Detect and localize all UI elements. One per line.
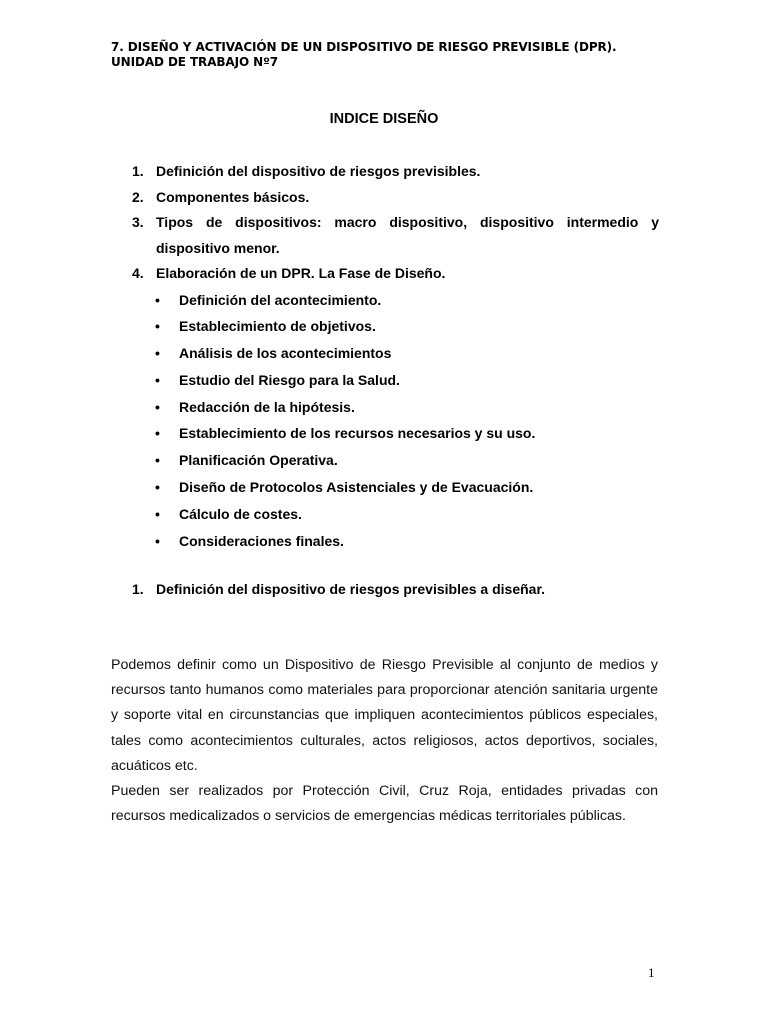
index-sub-item: [155, 474, 659, 501]
index-sub-list: [111, 287, 659, 555]
bullet-icon: •: [155, 425, 160, 442]
document-header: [111, 40, 617, 70]
paragraph: Pueden ser realizados por Protección Civil, Cruz Roja, entidades privadas con recursos medicalizados o servicios de emergencias médicas territoriales públicas.: [111, 783, 658, 825]
index-sub-item: [155, 420, 659, 447]
index-title: INDICE DISEÑO: [329, 111, 439, 127]
index-sub-item-text: Establecimiento de los recursos necesarios y su uso.: [179, 425, 536, 442]
bullet-icon: •: [155, 398, 160, 415]
index-sub-item: [155, 367, 659, 394]
index-sub-item-text: Diseño de Protocolos Asistenciales y de Evacuación.: [179, 479, 534, 496]
index-item-text: Componentes básicos.: [156, 188, 310, 205]
index-item-text: Definición del dispositivo de riesgos previsibles.: [156, 163, 481, 179]
bullet-icon: •: [155, 291, 160, 308]
bullet-icon: •: [155, 505, 160, 522]
index-item: [111, 210, 659, 261]
index-item-number: 3.: [132, 214, 144, 230]
page-number: 1: [648, 965, 655, 980]
index-list: [111, 159, 659, 554]
bullet-icon: •: [155, 371, 160, 388]
bullet-icon: •: [155, 479, 160, 496]
index-sub-item: [155, 313, 659, 340]
body-text: [111, 653, 658, 829]
section-number: 1.: [132, 581, 144, 597]
index-item-number: 2.: [132, 188, 144, 205]
index-sub-item-text: Análisis de los acontecimientos: [179, 345, 392, 362]
index-sub-item-text: Consideraciones finales.: [179, 532, 344, 549]
index-item-text: Elaboración de un DPR. La Fase de Diseño.: [156, 265, 446, 281]
index-item-text: Tipos de dispositivos: macro dispositivo, dispositivo intermedio y dispositivo menor.: [156, 214, 659, 256]
paragraph: Podemos definir como un Dispositivo de Riesgo Previsible al conjunto de medios y recursos tanto humanos como materiales para proporcionar atención sanitaria urgente y soporte vital en circunstancias que impliquen acontecimientos públicos especiales, tales como acontecimientos culturales, actos religiosos, actos deportivos, sociales, acuáticos etc.: [111, 657, 658, 774]
index-sub-item-text: Redacción de la hipótesis.: [179, 398, 355, 415]
index-sub-item-text: Definición del acontecimiento.: [179, 291, 382, 308]
index-sub-item-text: Planificación Operativa.: [179, 452, 338, 469]
section-title-text: Definición del dispositivo de riesgos previsibles a diseñar.: [156, 581, 546, 597]
index-sub-item: [155, 528, 659, 555]
header-unit: UNIDAD DE TRABAJO Nº7: [111, 55, 279, 69]
index-sub-item-text: Cálculo de costes.: [179, 505, 302, 522]
index-item: [111, 261, 659, 287]
index-sub-item: [155, 340, 659, 367]
section-heading: [111, 577, 659, 602]
bullet-icon: •: [155, 345, 160, 362]
index-item-number: 1.: [132, 163, 144, 179]
index-sub-item: [155, 447, 659, 474]
bullet-icon: •: [155, 532, 160, 549]
index-sub-item: [155, 501, 659, 528]
index-item: [111, 185, 659, 211]
index-item: [111, 159, 659, 185]
bullet-icon: •: [155, 318, 160, 335]
index-sub-item: [155, 287, 659, 314]
header-title: 7. DISEÑO Y ACTIVACIÓN DE UN DISPOSITIVO DE RIESGO PREVISIBLE (DPR).: [111, 40, 617, 54]
index-sub-item-text: Estudio del Riesgo para la Salud.: [179, 371, 400, 388]
bullet-icon: •: [155, 452, 160, 469]
index-sub-item-text: Establecimiento de objetivos.: [179, 318, 376, 335]
index-sub-item: [155, 394, 659, 421]
index-item-number: 4.: [132, 265, 144, 281]
